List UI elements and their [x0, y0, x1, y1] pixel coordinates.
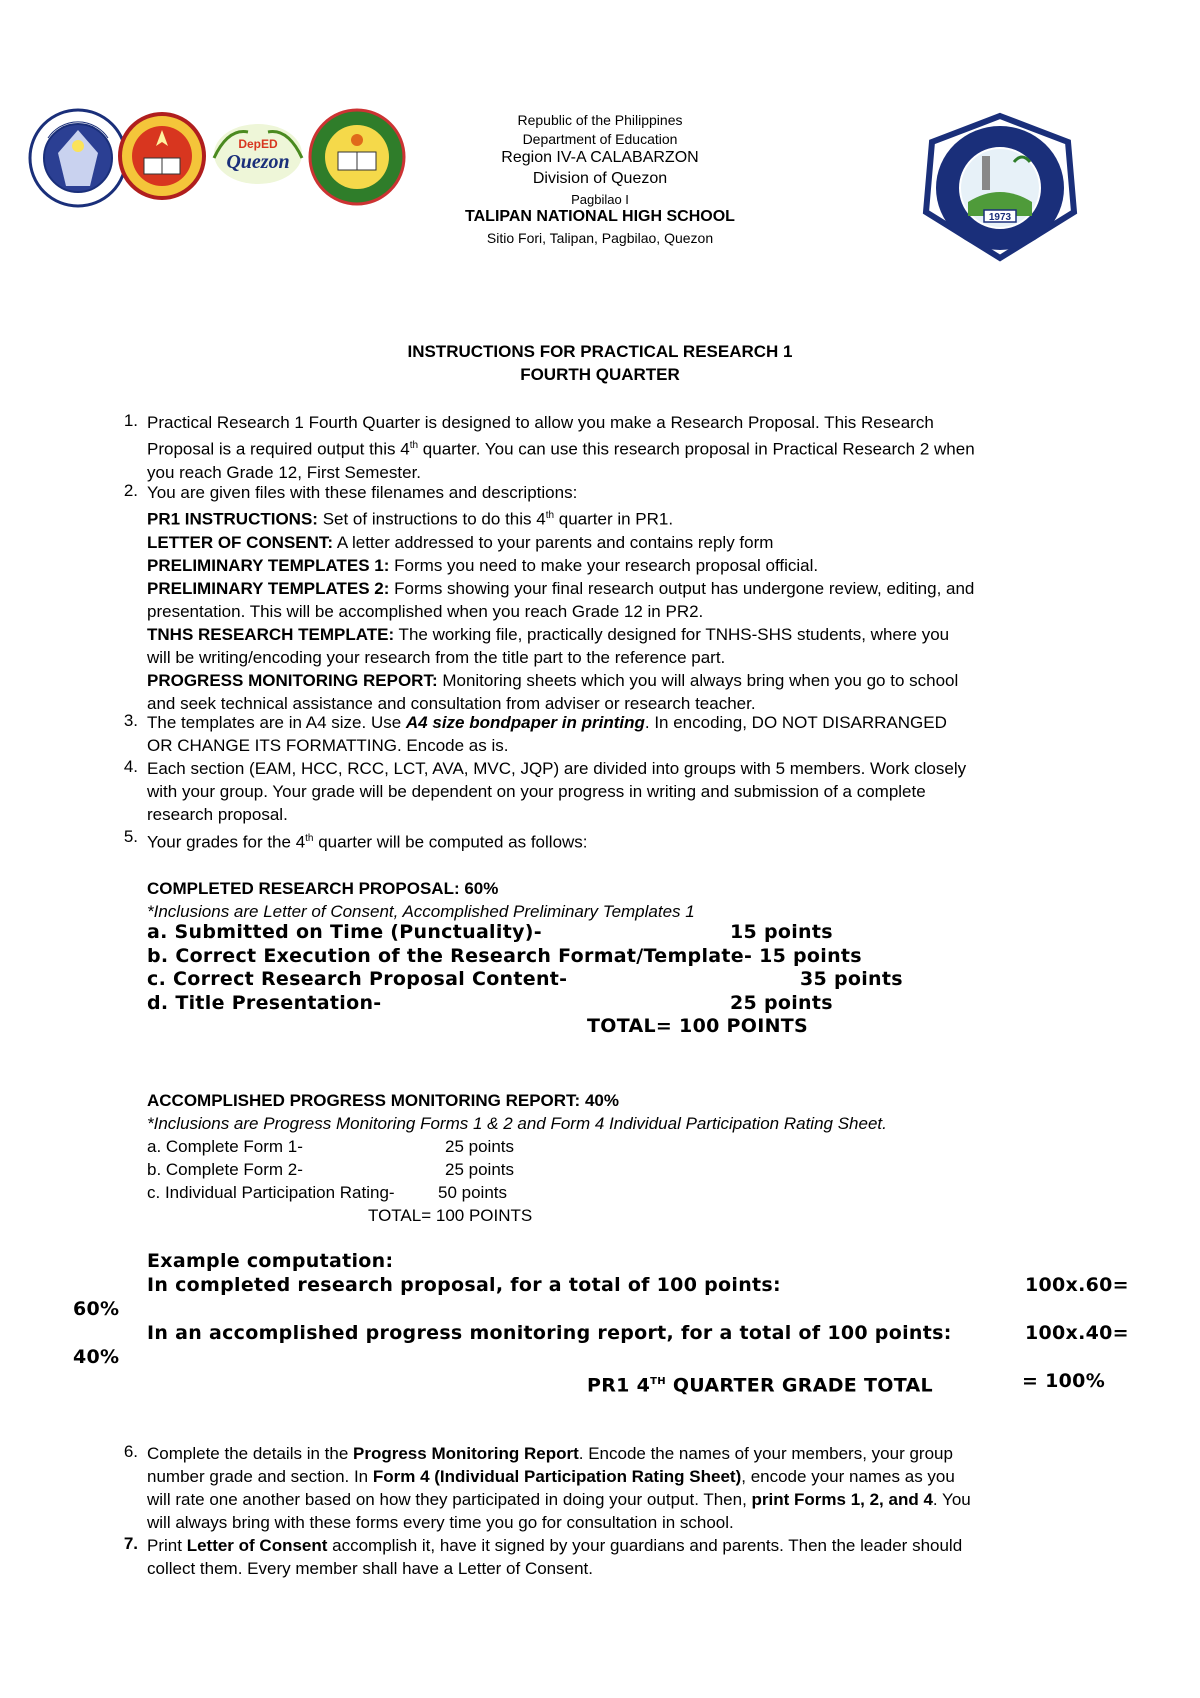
item-7-text: Print Letter of Consent accomplish it, have it signed by your guardians and parents. Then the leader should collect them. Every member shall have a Letter of Consent.: [147, 1536, 963, 1578]
example-line-2-percent: 40%: [73, 1346, 120, 1368]
svg-text:1973: 1973: [988, 212, 1012, 223]
example-grade-total: PR1 4TH QUARTER GRADE TOTAL: [587, 1374, 933, 1397]
crp-heading: COMPLETED RESEARCH PROPOSAL: 60%: [147, 879, 499, 898]
apmr-item-b-points: 25 points: [445, 1160, 514, 1179]
svg-text:DepED: DepED: [238, 137, 278, 151]
apmr-heading: ACCOMPLISHED PROGRESS MONITORING REPORT: 40%: [147, 1091, 619, 1110]
item-number: 4.: [123, 757, 138, 776]
item-5-text: Your grades for the 4th quarter will be computed as follows:: [147, 832, 588, 852]
header-deped: Department of Education: [522, 131, 678, 147]
example-heading: Example computation:: [147, 1250, 394, 1272]
document-title: INSTRUCTIONS FOR PRACTICAL RESEARCH 1: [407, 342, 793, 361]
item-6-text: Complete the details in the Progress Monitoring Report. Encode the names of your members, your group number grade and section. In Form 4 (Individual Participation Rating Sheet), encode your names as you will rate one another based on how they participated in doing your output. Then, print Forms 1, 2, and 4. You will always bring with these forms every time you go for consultation in school.: [147, 1444, 971, 1532]
apmr-item-a-points: 25 points: [445, 1137, 514, 1156]
header-school-name: TALIPAN NATIONAL HIGH SCHOOL: [465, 208, 735, 225]
example-line-1-percent: 60%: [73, 1298, 120, 1320]
header-republic: Republic of the Philippines: [517, 112, 683, 128]
header-region: Region IV-A CALABARZON: [501, 149, 699, 166]
item-1-text: Practical Research 1 Fourth Quarter is designed to allow you make a Research Proposal. This Research Proposal is a required output this 4th quarter. You can use this research proposal in Practical Research 2 when you reach Grade 12, First Semester.: [147, 413, 975, 482]
crp-item-a-points: 15 points: [730, 921, 833, 943]
apmr-inclusions: *Inclusions are Progress Monitoring Forms 1 & 2 and Form 4 Individual Participation Rating Sheet.: [147, 1114, 887, 1133]
crp-item-c-points: 35 points: [800, 968, 903, 990]
item-number: 3.: [123, 711, 138, 730]
crp-total: TOTAL= 100 POINTS: [587, 1015, 809, 1037]
crp-item-c: c. Correct Research Proposal Content-: [147, 968, 568, 990]
item-number: 6.: [123, 1442, 138, 1461]
example-grade-total-value: = 100%: [1022, 1370, 1106, 1392]
crp-inclusions: *Inclusions are Letter of Consent, Accomplished Preliminary Templates 1: [147, 902, 695, 921]
document-subtitle: FOURTH QUARTER: [520, 365, 680, 384]
apmr-item-a: a. Complete Form 1-: [147, 1137, 303, 1156]
item-3-text: The templates are in A4 size. Use A4 size bondpaper in printing. In encoding, DO NOT DISARRANGED OR CHANGE ITS FORMATTING. Encode as is.: [147, 713, 947, 755]
apmr-item-c: c. Individual Participation Rating-: [147, 1183, 395, 1202]
header-school-address: Sitio Fori, Talipan, Pagbilao, Quezon: [486, 230, 714, 246]
item-number: 5.: [123, 827, 138, 846]
item-2-text: You are given files with these filenames and descriptions: PR1 INSTRUCTIONS: Set of instructions to do this 4th quarter in PR1. LETTER OF CONSENT: A letter addressed to your parents and contains reply form PRELIMINARY TEMPLATES 1: Forms you need to make your research proposal official. PRELIMINARY TEMPLATES 2: Forms showing your final research output has undergone review, editing, and presentation. This will be accomplished when you reach Grade 12 in PR2. TNHS RESEARCH TEMPLATE: The working file, practically designed for TNHS-SHS students, where you will be writing/encoding your research from the title part to the reference part. PROGRESS MONITORING REPORT: Monitoring sheets which you will always bring when you go to school and seek technical assistance and consultation from adviser or research teacher.: [147, 483, 975, 713]
item-4-text: Each section (EAM, HCC, RCC, LCT, AVA, MVC, JQP) are divided into groups with 5 members. Work closely with your group. Your grade will be dependent on your progress in writing and submission of a complete research proposal.: [147, 759, 967, 824]
example-line-1-value: 100x.60=: [1025, 1274, 1129, 1296]
item-number: 2.: [123, 481, 138, 500]
crp-item-a: a. Submitted on Time (Punctuality)-: [147, 921, 542, 943]
example-line-1: In completed research proposal, for a total of 100 points:: [147, 1274, 781, 1296]
apmr-item-c-points: 50 points: [438, 1183, 507, 1202]
item-number: 1.: [123, 411, 138, 430]
crp-item-d-points: 25 points: [730, 992, 833, 1014]
crp-item-d: d. Title Presentation-: [147, 992, 382, 1014]
apmr-total: TOTAL= 100 POINTS: [368, 1206, 533, 1225]
header-division: Division of Quezon: [532, 170, 668, 187]
apmr-item-b: b. Complete Form 2-: [147, 1160, 303, 1179]
example-line-2-value: 100x.40=: [1025, 1322, 1129, 1344]
item-number: 7.: [123, 1534, 138, 1553]
svg-text:Quezon: Quezon: [226, 151, 290, 173]
example-line-2: In an accomplished progress monitoring report, for a total of 100 points:: [147, 1322, 952, 1344]
crp-item-b: b. Correct Execution of the Research Format/Template- 15 points: [147, 945, 862, 967]
header-district: Pagbilao I: [571, 192, 629, 207]
